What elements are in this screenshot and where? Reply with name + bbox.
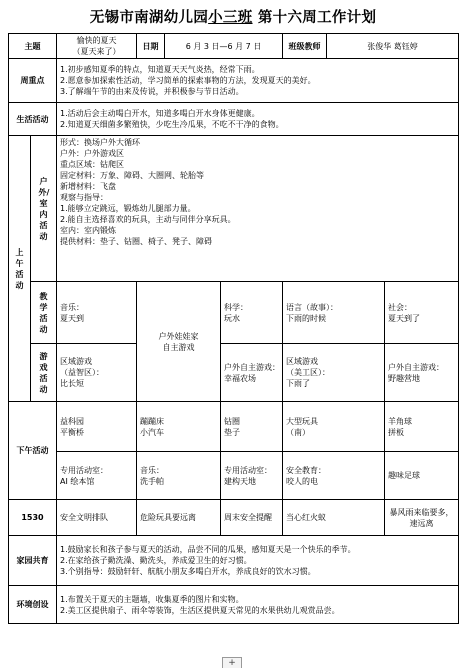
safety-wed: 周末安全提醒 [221,500,283,536]
env-content: 1.布置关于夏天的主题墙，收集夏季的图片和实物。 2.美工区提供扇子、雨伞等装饰，生活区提供夏天常见的水果供幼儿观赏品尝。 [57,586,459,624]
life-row [9,103,459,136]
add-page-button[interactable]: + [222,657,242,668]
life-content: 1.活动后会主动喝白开水，知道多喝白开水身体更健康。 2.知道夏天细菌多繁殖快，少吃生冷瓜果，不吃不干净的食物。 [57,103,459,136]
safety-mon: 安全文明排队 [57,500,137,536]
page-title [0,6,466,27]
focus-content: 1.初步感知夏季的特点，知道夏天天气炎热，经常下雨。 2.愿意参加探索性活动，学习简单的探索事物的方法，发现夏天的美好。 3.了解端午节的由来及传说，并积极参与节日活动。 [57,59,459,103]
game-wed: 户外自主游戏： 幸福农场 [221,344,283,402]
teach-music: 音乐： 夏天到 [57,282,137,344]
safety-fri: 暴风雨来临要多，速远离 [385,500,459,536]
game-fri: 户外自主游戏： 野趣营地 [385,344,459,402]
morning-outdoor-row [9,136,459,282]
afternoon-row-2 [9,452,459,500]
afternoon-1-thu: 大型玩具 （南） [283,402,385,452]
afternoon-2-fri: 趣味足球 [385,452,459,500]
afternoon-label: 下午活动 [9,402,57,500]
env-row [9,586,459,624]
date-value: 6 月 3 日—6 月 7 日 [165,34,283,59]
family-label: 家园共育 [9,536,57,586]
outdoor-content: 形式：换场户外大循环 户外：户外游戏区 重点区域：钻爬区 固定材料：万象、障碍、大圈网、轮胎等 新增材料：飞盘 观察与指导： 1.能够立定跳远，锻炼幼儿腿部力量。 2.能自主选择喜欢的玩具，主动与同伴分享玩具。 室内：室内锻炼 提供材料：垫子、钻圈、椅子、凳子、障碍 [57,136,459,282]
weekly-plan-table [8,33,459,624]
teach-science: 科学： 玩水 [221,282,283,344]
life-label: 生活活动 [9,103,57,136]
teaching-row [9,282,459,344]
family-content: 1.鼓励家长和孩子参与夏天的活动，品尝不同的瓜果，感知夏天是一个快乐的季节。 2.在家给孩子勤洗澡、勤洗头，养成爱卫生的好习惯。 3.个别指导：鼓励轩轩、航航小朋友多喝白开水，养成良好的饮水习惯。 [57,536,459,586]
date-label: 日期 [137,34,165,59]
afternoon-2-thu: 安全教育： 咬人的电 [283,452,385,500]
afternoon-2-tue: 音乐： 洗手帕 [137,452,221,500]
afternoon-1-fri: 羊角球 拼板 [385,402,459,452]
teacher-value: 张俊华 葛钰婷 [327,34,459,59]
afternoon-row-1 [9,402,459,452]
family-row [9,536,459,586]
topic-value: 愉快的夏天 （夏天来了） [57,34,137,59]
teach-social: 社会： 夏天到了 [385,282,459,344]
topic-label: 主题 [9,34,57,59]
focus-label: 周重点 [9,59,57,103]
game-thu: 区域游戏 （美工区）： 下雨了 [283,344,385,402]
title-school: 无锡市南湖幼儿园 [89,10,209,26]
afternoon-1-tue: 蹦蹦床 小汽车 [137,402,221,452]
safety-label: 1530 [9,500,57,536]
teaching-label: 教学活动 [31,282,57,344]
title-week: 第十六周工作计划 [252,10,377,26]
title-class: 小三班 [208,10,253,26]
env-label: 环境创设 [9,586,57,624]
afternoon-1-mon: 益科园 平衡桥 [57,402,137,452]
outdoor-label: 户外/室内活动 [31,136,57,282]
focus-row [9,59,459,103]
morning-label: 上午活动 [9,136,31,402]
safety-thu: 当心红火蚁 [283,500,385,536]
teacher-label: 班级教师 [283,34,327,59]
teach-language: 语言（故事）： 下雨的时候 [283,282,385,344]
outdoor-free-play: 户外娃娃家 自主游戏 [137,282,221,402]
safety-tue: 危险玩具要远离 [137,500,221,536]
games-label: 游戏活动 [31,344,57,402]
games-row [9,344,459,402]
game-mon: 区域游戏 （益智区）： 比长短 [57,344,137,402]
safety-row [9,500,459,536]
afternoon-2-mon: 专用活动室： AI 绘本馆 [57,452,137,500]
afternoon-1-wed: 钻圈 垫子 [221,402,283,452]
afternoon-2-wed: 专用活动室： 建构天地 [221,452,283,500]
header-row [9,34,459,59]
